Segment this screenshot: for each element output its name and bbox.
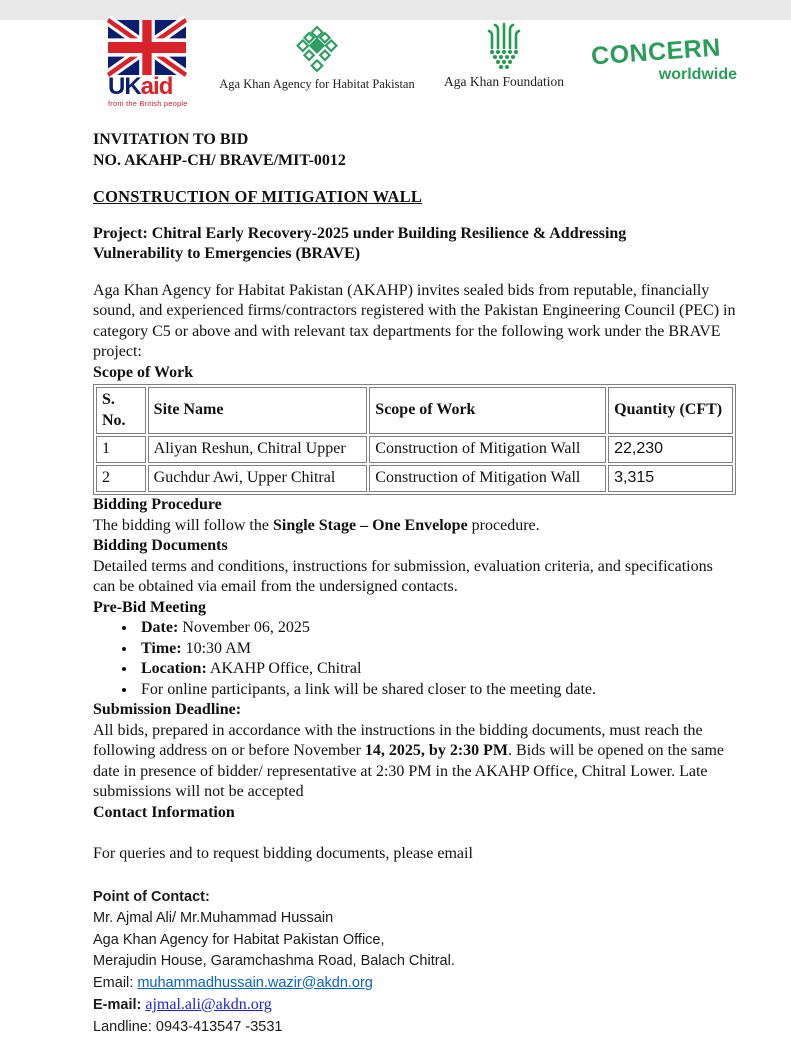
- list-item: [137, 659, 738, 680]
- bidding-procedure-heading: Bidding Procedure: [93, 496, 222, 513]
- ukaid-aid-text: aid: [140, 73, 173, 100]
- col-header-scope: Scope of Work: [369, 387, 606, 434]
- concern-wordmark: CONCERN: [590, 33, 722, 71]
- document-content: [93, 130, 738, 1038]
- list-item: [137, 639, 738, 660]
- ukaid-wordmark: [108, 75, 172, 99]
- akf-plant-icon: [483, 20, 525, 72]
- col-header-quantity: Quantity (CFT): [608, 387, 733, 434]
- invitation-title: INVITATION TO BID: [93, 131, 249, 148]
- contact-office: Aga Khan Agency for Habitat Pakistan Office,: [93, 931, 385, 948]
- bidding-procedure-text: [93, 516, 738, 537]
- col-header-site-name: Site Name: [148, 387, 368, 434]
- prebid-meeting-heading: Pre-Bid Meeting: [93, 598, 207, 616]
- table-header-row: [96, 387, 733, 434]
- submission-bold: 14, 2025, by 2:30 PM: [364, 742, 509, 759]
- concern-worldwide-text: worldwide: [658, 66, 737, 83]
- bidding-documents-text: Detailed terms and conditions, instructions for submission, evaluation criteria, and specifications can be obtained via email from the undersigned contacts.: [93, 557, 713, 595]
- akah-caption: Aga Khan Agency for Habitat Pakistan: [219, 77, 415, 91]
- table-row: [96, 465, 733, 492]
- cell-scope: Construction of Mitigation Wall: [369, 465, 606, 492]
- col-header-sno: S. No.: [96, 387, 146, 434]
- scope-of-work-table: [93, 384, 736, 495]
- uk-flag-icon: [108, 20, 186, 75]
- submission-deadline-text: [93, 721, 738, 803]
- point-of-contact-heading: Point of Contact:: [93, 888, 210, 905]
- akf-caption: Aga Khan Foundation: [444, 74, 564, 89]
- subject-heading: CONSTRUCTION OF MITIGATION WALL: [93, 187, 423, 206]
- ukaid-uk-text: UK: [108, 73, 141, 100]
- title-block: [93, 130, 738, 171]
- scope-of-work-heading: Scope of Work: [93, 363, 194, 381]
- bidding-documents-heading: Bidding Documents: [93, 537, 228, 554]
- cell-sno: 1: [96, 436, 146, 463]
- email-1-label: Email:: [93, 974, 138, 991]
- contact-information-heading: Contact Information: [93, 803, 235, 821]
- ukaid-logo: [108, 20, 200, 108]
- contact-email-2-line: [93, 994, 738, 1017]
- cell-quantity: 22,230: [608, 436, 733, 463]
- cell-sno: 2: [96, 465, 146, 492]
- email-2-label: E-mail:: [93, 997, 146, 1013]
- queries-text: For queries and to request bidding documents, please email: [93, 845, 473, 862]
- contact-address: Merajudin House, Garamchashma Road, Balach Chitral.: [93, 953, 455, 969]
- prebid-item-value: November 06, 2025: [178, 619, 310, 636]
- ukaid-tagline: from the British people: [108, 99, 188, 108]
- point-of-contact-block: [93, 887, 738, 1039]
- bidding-procedure-pre: The bidding will follow the: [93, 516, 273, 534]
- prebid-item-value: AKAHP Office, Chitral: [206, 660, 362, 677]
- prebid-meeting-list: [119, 618, 738, 700]
- bidding-procedure-bold: Single Stage – One Envelope: [272, 516, 468, 534]
- submission-deadline-heading: Submission Deadline:: [93, 701, 242, 718]
- email-1-link[interactable]: muhammadhussain.wazir@akdn.org: [137, 974, 373, 991]
- bid-number: NO. AKAHP-CH/ BRAVE/MIT-0012: [93, 151, 346, 169]
- list-item: [137, 680, 738, 701]
- prebid-item-label: Date:: [141, 619, 179, 636]
- table-row: [96, 436, 733, 463]
- document-page: [0, 20, 791, 1044]
- contact-names: Mr. Ajmal Ali/ Mr.Muhammad Hussain: [93, 910, 334, 926]
- akah-ornament-icon: [291, 24, 343, 74]
- submission-post: . Bids will be opened on the same date in presence of bidder/ representative at 2:30 PM in the AKAHP Office, Chitral Lower. Late submissions will not be accepted: [93, 742, 724, 800]
- cell-site-name: Aliyan Reshun, Chitral Upper: [148, 436, 368, 463]
- list-item: [137, 618, 738, 639]
- email-2-link[interactable]: ajmal.ali@akdn.org: [145, 996, 272, 1013]
- contact-landline: Landline: 0943-413547 -3531: [93, 1018, 283, 1035]
- cell-scope: Construction of Mitigation Wall: [369, 436, 606, 463]
- logo-band: [108, 20, 741, 112]
- contact-email-1-line: [93, 973, 738, 995]
- cell-quantity: 3,315: [608, 465, 733, 492]
- concern-logo: [591, 20, 741, 84]
- akf-logo: [434, 20, 574, 90]
- project-heading: Project: Chitral Early Recovery-2025 under Building Resilience & Addressing Vulnerability to Emergencies (BRAVE): [93, 224, 627, 262]
- intro-paragraph: Aga Khan Agency for Habitat Pakistan (AKAHP) invites sealed bids from reputable, financially sound, and experienced firms/contractors registered with the Pakistan Engineering Council (PEC) in category C5 or above and with relevant tax departments for the following work under the BRAVE project:: [93, 281, 736, 360]
- prebid-item-value: 10:30 AM: [181, 639, 251, 657]
- akah-logo: [217, 20, 417, 92]
- bidding-procedure-post: procedure.: [467, 516, 540, 534]
- prebid-item-label: Time:: [141, 639, 182, 657]
- prebid-item-value: For online participants, a link will be shared closer to the meeting date.: [141, 680, 596, 698]
- submission-pre: All bids, prepared in accordance with the instructions in the bidding documents, must reach the following address on or before November: [93, 721, 703, 759]
- cell-site-name: Guchdur Awi, Upper Chitral: [148, 465, 368, 492]
- prebid-item-label: Location:: [141, 660, 207, 677]
